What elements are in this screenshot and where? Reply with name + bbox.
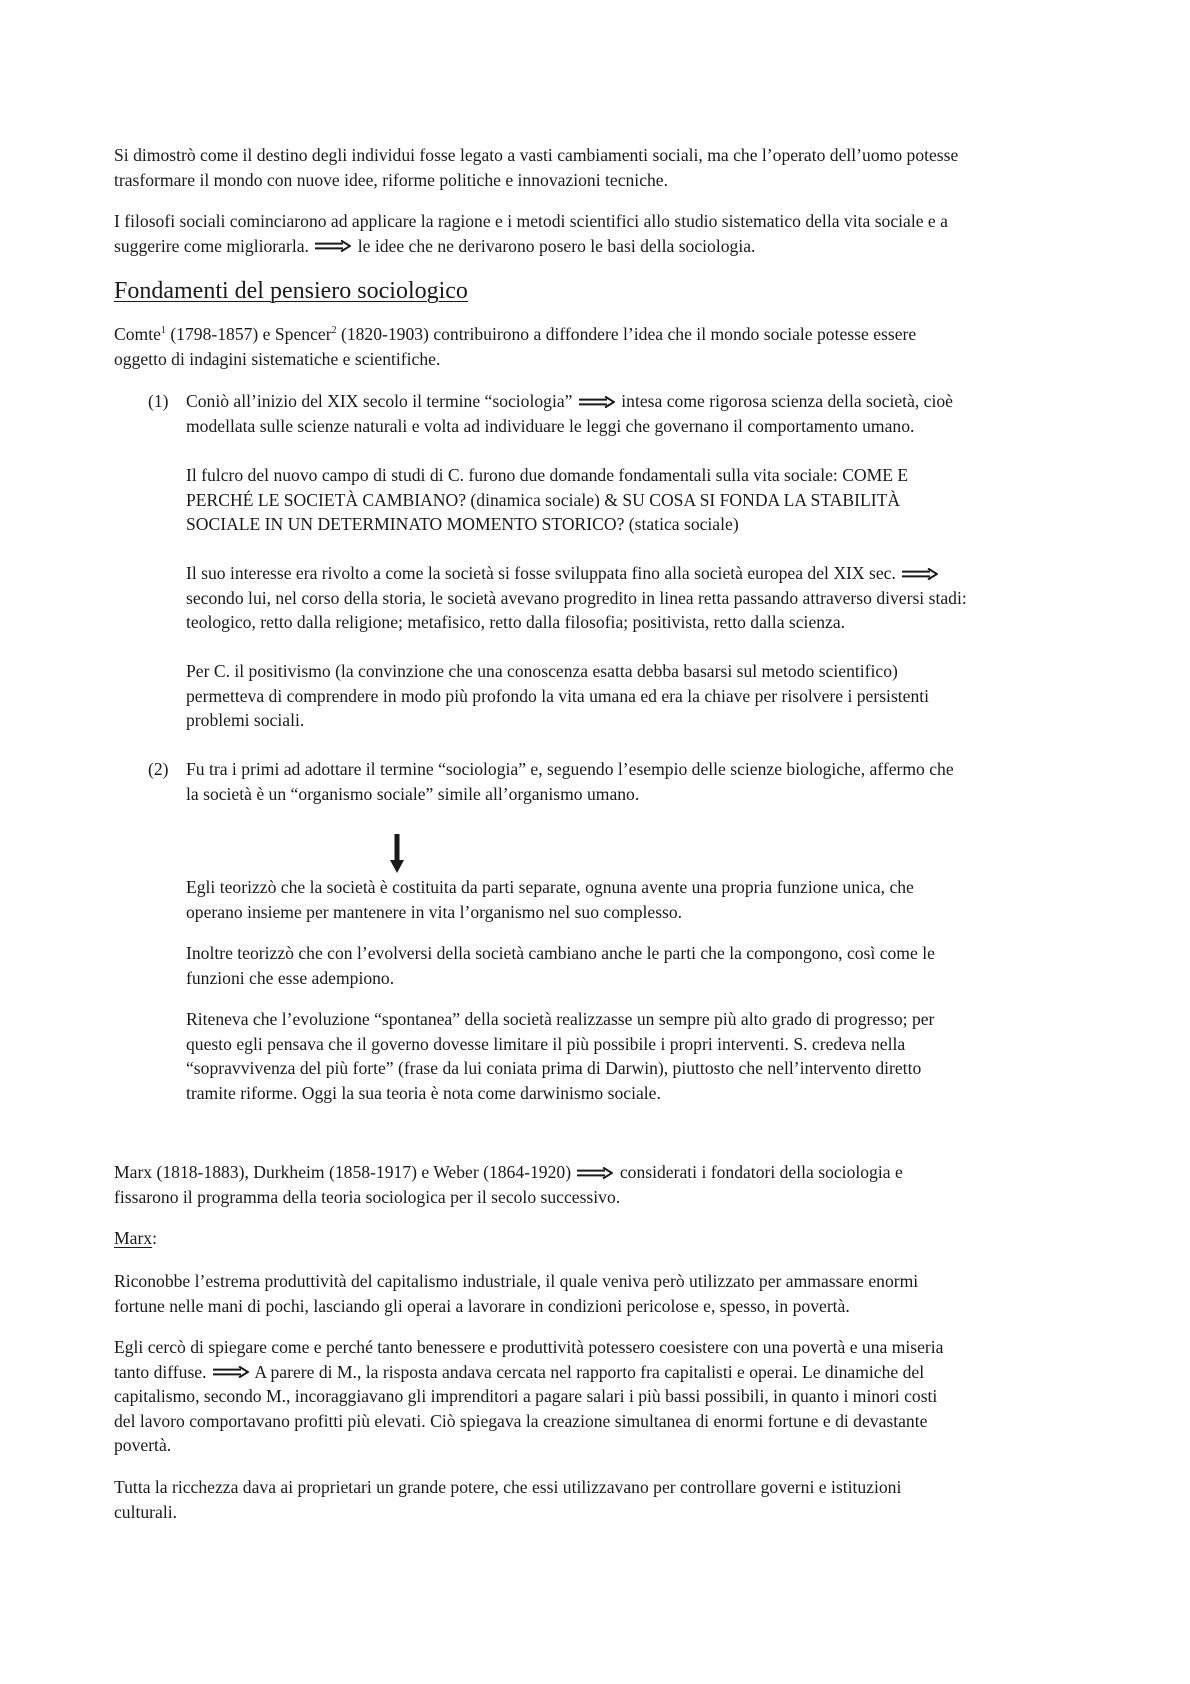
text-line: operano insieme per mantenere in vita l’organismo nel suo complesso. xyxy=(186,901,683,922)
footnote-marker-2: 2 xyxy=(331,325,337,337)
text-segment: suggerire come migliorarla. xyxy=(114,235,309,256)
text-segment: le idee che ne derivarono posero le basi della sociologia. xyxy=(357,235,756,256)
item1-paragraph-3 xyxy=(186,561,1086,635)
text-line: Egli teorizzò che la società è costituita da parti separate, ognuna avente una propria funzione unica, che xyxy=(186,877,914,897)
marx-paragraph-1 xyxy=(114,1269,1084,1318)
text-line xyxy=(114,1226,1084,1251)
item1-paragraph-2 xyxy=(186,463,1086,537)
text-line xyxy=(186,389,1086,414)
list-number-2: (2) xyxy=(148,759,169,779)
text-line xyxy=(114,1160,1084,1185)
text-line: capitalismo, secondo M., incoraggiavano gli imprenditori a pagare salari i più bassi possibili, in quanto i minori costi xyxy=(114,1386,938,1406)
text-line: Inoltre teorizzò che con l’evolversi della società cambiano anche le parti che la compongono, così come le xyxy=(186,943,935,963)
text-line xyxy=(114,1360,1084,1385)
text-line: Riteneva che l’evoluzione “spontanea” della società realizzasse un sempre più alto grado di progresso; per xyxy=(186,1009,935,1029)
text-segment: (1798-1857) e Spencer xyxy=(170,324,332,344)
item1-paragraph-1 xyxy=(186,389,1086,438)
item2-paragraph-2 xyxy=(186,875,1086,924)
intro-paragraph-2 xyxy=(114,209,1084,258)
text-line: tramite riforme. Oggi la sua teoria è nota come darwinismo sociale. xyxy=(186,1082,661,1103)
text-segment: intesa come rigorosa scienza della società, cioè xyxy=(621,391,953,411)
text-segment: A parere di M., la risposta andava cercata nel rapporto fra capitalisti e operai. Le dinamiche del xyxy=(254,1361,925,1382)
text-line: questo egli pensava che il governo dovesse limitare il più possibile i propri interventi. S. credeva nella xyxy=(186,1033,906,1054)
comte-spencer-paragraph xyxy=(114,322,1084,371)
item1-paragraph-4 xyxy=(186,659,1086,733)
right-arrow-icon xyxy=(579,396,615,408)
name-comte: Comte xyxy=(114,324,161,344)
text-line: del lavoro comportavano profitti più elevati. Ciò spiegava la creazione simultanea di enormi fortune e di devastante xyxy=(114,1410,928,1431)
text-line: I filosofi sociali cominciarono ad applicare la ragione e i metodi scientifici allo studio sistematico della vita sociale e a xyxy=(114,211,948,231)
text-line: problemi sociali. xyxy=(186,710,305,730)
text-line: SOCIALE IN UN DETERMINATO MOMENTO STORICO? (statica sociale) xyxy=(186,514,739,534)
text-segment: Il suo interesse era rivolto a come la società si fosse sviluppata fino alla società europea del XIX sec. xyxy=(186,563,896,583)
text-line: Tutta la ricchezza dava ai proprietari un grande potere, che essi utilizzavano per controllare governi e istituzioni xyxy=(114,1477,902,1497)
right-arrow-icon xyxy=(577,1167,613,1179)
text-segment: Marx (1818-1883), Durkheim (1858-1917) e Weber (1864-1920) xyxy=(114,1162,572,1182)
text-line xyxy=(114,234,1084,259)
text-line: “sopravvivenza del più forte” (frase da lui coniata prima di Darwin), piuttosto che nell’intervento diretto xyxy=(186,1058,922,1078)
text-segment: considerati i fondatori della sociologia e xyxy=(619,1162,903,1182)
text-line: modellata sulle scienze naturali e volta ad individuare le leggi che governano il comportamento umano. xyxy=(186,415,915,436)
right-arrow-icon xyxy=(315,240,351,252)
text-line: Fu tra i primi ad adottare il termine “sociologia” e, seguendo l’esempio delle scienze biologiche, affermo che xyxy=(186,759,954,779)
text-line: povertà. xyxy=(114,1435,172,1455)
list-number-1: (1) xyxy=(148,391,169,411)
text-line xyxy=(186,561,1086,586)
text-line: fortune nelle mani di pochi, lasciando gli operai a lavorare in condizioni pericolose e, spesso, in povertà. xyxy=(114,1295,850,1316)
text-segment: Coniò all’inizio del XIX secolo il termine “sociologia” xyxy=(186,391,573,411)
text-segment: tanto diffuse. xyxy=(114,1361,207,1382)
text-line: secondo lui, nel corso della storia, le società avevano progredito in linea retta passando attraverso diversi stadi: xyxy=(186,587,967,608)
right-arrow-icon xyxy=(902,568,938,580)
item2-paragraph-1 xyxy=(186,757,1086,806)
founders-paragraph xyxy=(114,1160,1084,1209)
down-arrow-icon xyxy=(389,834,405,874)
text-line: PERCHÉ LE SOCIETÀ CAMBIANO? (dinamica sociale) & SU COSA SI FONDA LA STABILITÀ xyxy=(186,489,901,510)
item2-paragraph-3 xyxy=(186,941,1086,990)
text-line: teologico, retto dalla religione; metafisico, retto dalla filosofia; positivista, retto dalla scienza. xyxy=(186,612,846,632)
text-line: Per C. il positivismo (la convinzione che una conoscenza esatta debba basarsi sul metodo scientifico) xyxy=(186,661,898,681)
text-line: trasformare il mondo con nuove idee, riforme politiche e innovazioni tecniche. xyxy=(114,169,669,190)
text-line: fissarono il programma della teoria sociologica per il secolo successivo. xyxy=(114,1186,621,1207)
marx-subheading xyxy=(114,1226,1084,1251)
footnote-marker-1: 1 xyxy=(160,325,166,337)
text-line xyxy=(114,322,1084,347)
text-line: funzioni che esse adempiono. xyxy=(186,967,395,988)
text-segment: (1820-1903) contribuirono a diffondere l’idea che il mondo sociale potesse essere xyxy=(340,324,917,344)
text-line: Egli cercò di spiegare come e perché tanto benessere e produttività potessero coesistere con una povertà e una miseria xyxy=(114,1337,944,1357)
text-line: permetteva di comprendere in modo più profondo la vita umana ed era la chiave per risolvere i persistenti xyxy=(186,685,930,706)
text-line: Il fulcro del nuovo campo di studi di C. furono due domande fondamentali sulla vita sociale: COME E xyxy=(186,465,909,485)
text-line: oggetto di indagini sistematiche e scientifiche. xyxy=(114,348,441,369)
text-segment: : xyxy=(152,1228,157,1248)
marx-paragraph-3 xyxy=(114,1475,1084,1524)
text-line: la società è un “organismo sociale” simile all’organismo umano. xyxy=(186,783,640,804)
text-line: Si dimostrò come il destino degli individui fosse legato a vasti cambiamenti sociali, ma che l’operato dell’uomo potesse xyxy=(114,145,959,165)
right-arrow-icon xyxy=(213,1366,249,1378)
section-heading: Fondamenti del pensiero sociologico xyxy=(114,278,468,304)
marx-label: Marx xyxy=(114,1228,153,1248)
marx-paragraph-2 xyxy=(114,1335,1084,1458)
text-line: culturali. xyxy=(114,1501,178,1522)
intro-paragraph-1 xyxy=(114,143,1084,192)
item2-paragraph-4 xyxy=(186,1007,1086,1105)
text-line: Riconobbe l’estrema produttività del capitalismo industriale, il quale veniva però utilizzato per ammassare enormi xyxy=(114,1271,919,1291)
